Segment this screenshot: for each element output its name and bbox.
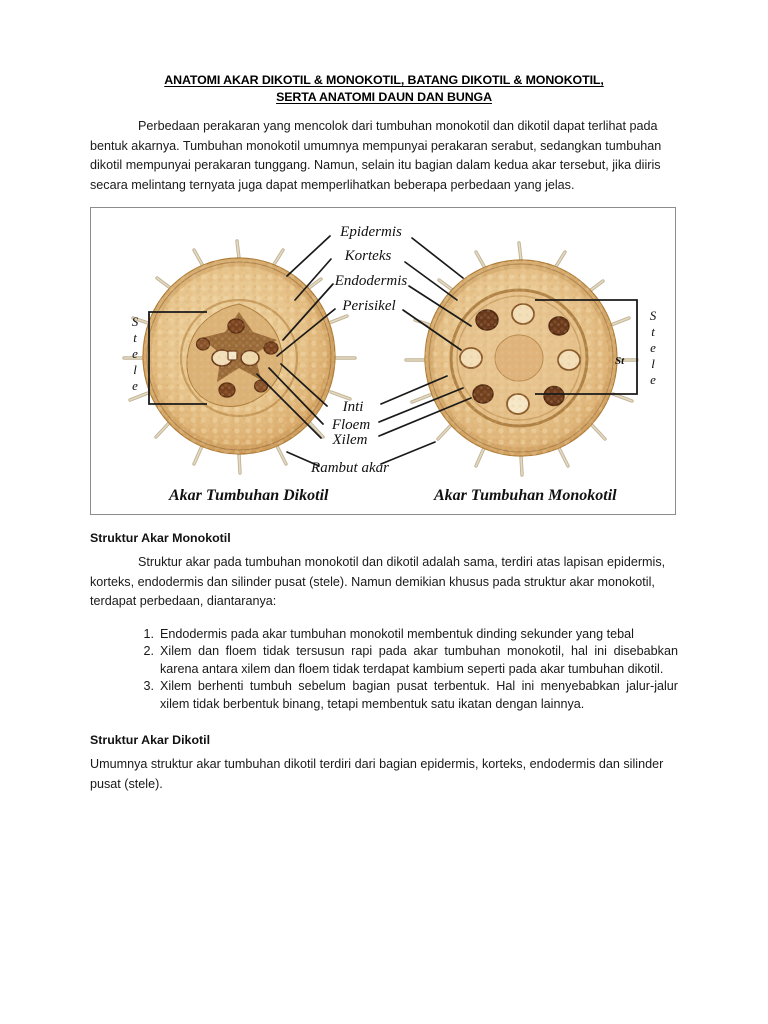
paragraph-struktur-akar-monokotil: Struktur akar pada tumbuhan monokotil dan dikotil adalah sama, terdiri atas lapisan epidermis, korteks, endodermis dan silinder pusat (stele). Namun demikian khusus pada struktur akar monokotil, terdapat perbedaan, diantaranya: [90,555,666,608]
list-item-number: 2. [143,644,154,658]
svg-text:S: S [649,308,657,323]
caption-monocot: Akar Tumbuhan Monokotil [434,487,617,504]
stele-label-right-group [650,308,657,387]
caption-dicot: Akar Tumbuhan Dikotil [169,487,329,504]
stele-marker-label: St [615,355,625,367]
heading-struktur-akar-monokotil: Struktur Akar Monokotil [90,531,231,545]
svg-text:l: l [651,356,655,371]
svg-text:t: t [133,330,137,345]
label-rambut-akar: Rambut akar [311,460,389,476]
root-cross-section-illustration [91,208,675,514]
list-item-number: 3. [143,679,154,693]
stele-label-left-s: S [131,314,139,329]
list-item [138,678,678,713]
label-xilem: Xilem [332,432,368,448]
paragraph-struktur-akar-dikotil: Umumnya struktur akar tumbuhan dikotil terdiri dari bagian epidermis, korteks, endodermis dan silinder pusat (stele). [90,757,664,791]
page-title-line-1: ANATOMI AKAR DIKOTIL & MONOKOTIL, BATANG DIKOTIL & MONOKOTIL, [164,73,604,87]
label-epidermis: Epidermis [340,224,402,240]
list-item-text: Xilem berhenti tumbuh sebelum bagian pusat terbentuk. Hal ini menyebabkan jalur-jalur xilem tidak berbentuk binang, tetapi membentuk satu ikatan dengan lainnya. [160,679,678,711]
figure-inner [91,208,675,514]
intro-paragraph: Perbedaan perakaran yang mencolok dari tumbuhan monokotil dan dikotil dapat terlihat pada bentuk akarnya. Tumbuhan monokotil umumnya mempunyai perakaran serabut, sedangkan tumbuhan dikotil mempunyai perakaran tunggang. Namun, selain itu bagian dalam kedua akar tersebut, jika diiris secara melintang ternyata juga dapat memperlihatkan beberapa perbedaan yang jelas. [90,119,662,192]
list-item [138,626,678,644]
list-item-text: Xilem dan floem tidak tersusun rapi pada akar tumbuhan monokotil, hal ini disebabkan karena antara xilem dan floem tidak terdapat kambium seperti pada akar tumbuhan dikotil. [160,644,678,676]
list-item-number: 1. [143,626,154,641]
label-perisikel: Perisikel [342,298,396,314]
list-item [138,643,678,678]
document-content [90,72,678,800]
stele-label-left-group [132,314,139,393]
label-endodermis: Endodermis [334,273,408,289]
label-inti: Inti [342,399,364,415]
root-anatomy-figure [90,207,676,515]
svg-text:e: e [650,372,656,387]
label-floem: Floem [331,417,371,433]
page-title [90,72,678,105]
list-item-text: Endodermis pada akar tumbuhan monokotil membentuk dinding sekunder yang tebal [160,626,634,641]
monokotil-differences-list [90,626,678,714]
svg-text:e: e [650,340,656,355]
svg-text:l: l [133,362,137,377]
label-korteks: Korteks [344,248,392,264]
page-title-line-2: SERTA ANATOMI DAUN DAN BUNGA [276,89,492,104]
svg-text:e: e [132,346,138,361]
svg-text:e: e [132,378,138,393]
svg-text:t: t [651,324,655,339]
heading-struktur-akar-dikotil: Struktur Akar Dikotil [90,733,211,747]
